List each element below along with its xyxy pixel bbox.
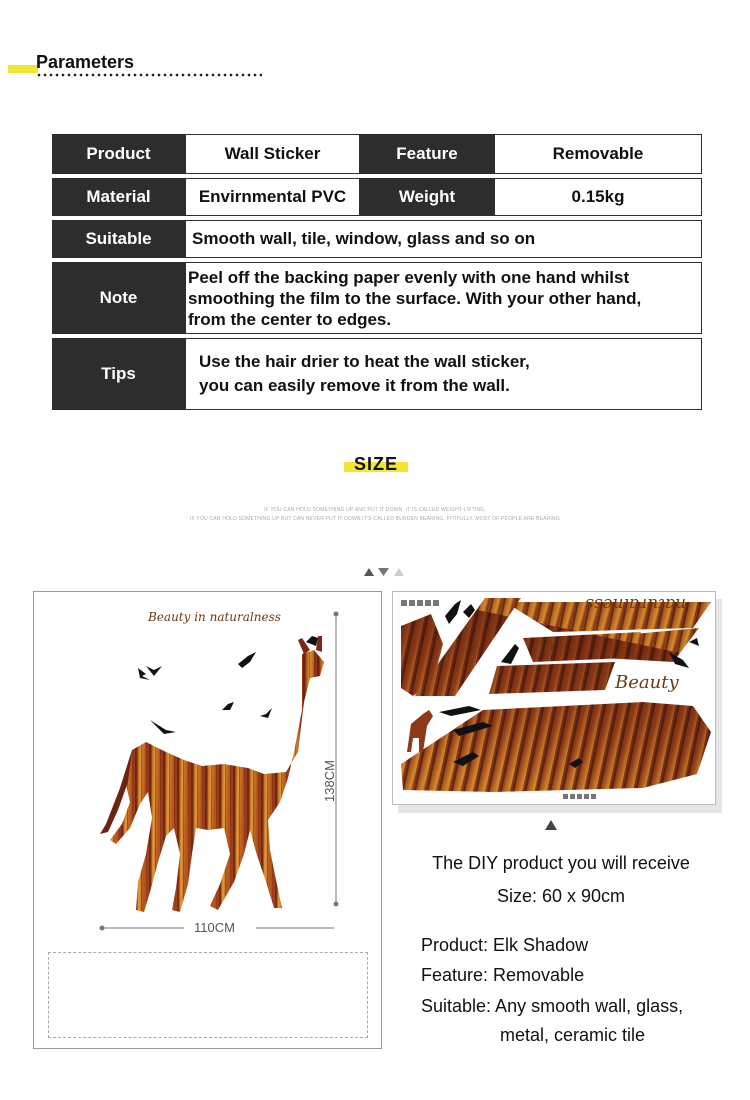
weight-value: 0.15kg xyxy=(494,178,702,216)
tiny-slogan-line: IF YOU CAN HOLD SOMETHING UP BUT CAN NEVER PUT IT DOWN,IT'S CALLED BURDEN BEARING. PITIFULLY, MOST OF PEOPLE ARE BEARING xyxy=(190,516,560,522)
note-line: from the center to edges. xyxy=(188,309,392,329)
tips-label: Tips xyxy=(52,338,185,410)
tiny-slogan-line: IF YOU CAN HOLD SOMETHING UP AND PUT IT DOWN, IT IS CALLED WEIGHT-LIFTING, xyxy=(264,507,486,513)
parameters-title: Parameters xyxy=(36,52,135,72)
size-text: Size: 60 x 90cm xyxy=(496,886,626,906)
sheet-word-naturalness: naturalness xyxy=(585,594,687,614)
feature-value: Removable xyxy=(494,134,702,174)
sticker-sheet-art xyxy=(393,592,715,804)
table-row xyxy=(52,134,702,174)
header-highlight xyxy=(8,65,38,73)
note-line: smoothing the film to the surface. With your other hand, xyxy=(188,288,642,308)
table-row xyxy=(52,220,702,258)
material-value: Envirnmental PVC xyxy=(185,178,360,216)
table-row xyxy=(52,338,702,410)
dotted-underline xyxy=(36,72,262,78)
note-value xyxy=(185,262,702,334)
product-label: Product xyxy=(52,134,185,174)
width-dimension-label: 110CM xyxy=(194,920,235,935)
feature-label: Feature xyxy=(360,134,494,174)
size-title xyxy=(340,454,412,478)
sticker-sheet-image xyxy=(392,591,716,805)
table-row xyxy=(52,178,702,216)
note-label: Note xyxy=(52,262,185,334)
tips-line: you can easily remove it from the wall. xyxy=(199,376,510,395)
up-arrow-icon xyxy=(545,820,557,830)
material-label: Material xyxy=(52,178,185,216)
weight-label: Weight xyxy=(360,178,494,216)
size-title-text: SIZE xyxy=(353,454,398,474)
dashed-placeholder-box xyxy=(48,952,368,1038)
parameters-header xyxy=(8,52,268,92)
note-line: Peel off the backing paper evenly with one hand whilst xyxy=(188,267,630,287)
suitable-value: Smooth wall, tile, window, glass and so on xyxy=(185,220,702,258)
tips-value xyxy=(185,338,702,410)
suitable-label: Suitable xyxy=(52,220,185,258)
feature-info-text: Feature: Removable xyxy=(421,965,585,985)
sheet-word-beauty: Beauty xyxy=(615,672,679,693)
parameters-table xyxy=(52,134,702,414)
receive-text: The DIY product you will receive xyxy=(432,853,690,873)
sheet-word-in: in xyxy=(539,636,555,655)
suitable-info-text: Suitable: Any smooth wall, glass, xyxy=(421,996,684,1016)
tips-line: Use the hair drier to heat the wall sticker, xyxy=(199,352,530,371)
height-dimension-label: 138CM xyxy=(322,760,337,802)
caption-text: Beauty in naturalness xyxy=(148,610,281,624)
triangle-indicator-icon xyxy=(362,566,406,578)
table-row xyxy=(52,262,702,334)
product-info-text: Product: Elk Shadow xyxy=(421,935,589,955)
suitable-info-text-cont: metal, ceramic tile xyxy=(500,1025,646,1045)
product-preview-panel xyxy=(33,591,382,1049)
product-value: Wall Sticker xyxy=(185,134,360,174)
